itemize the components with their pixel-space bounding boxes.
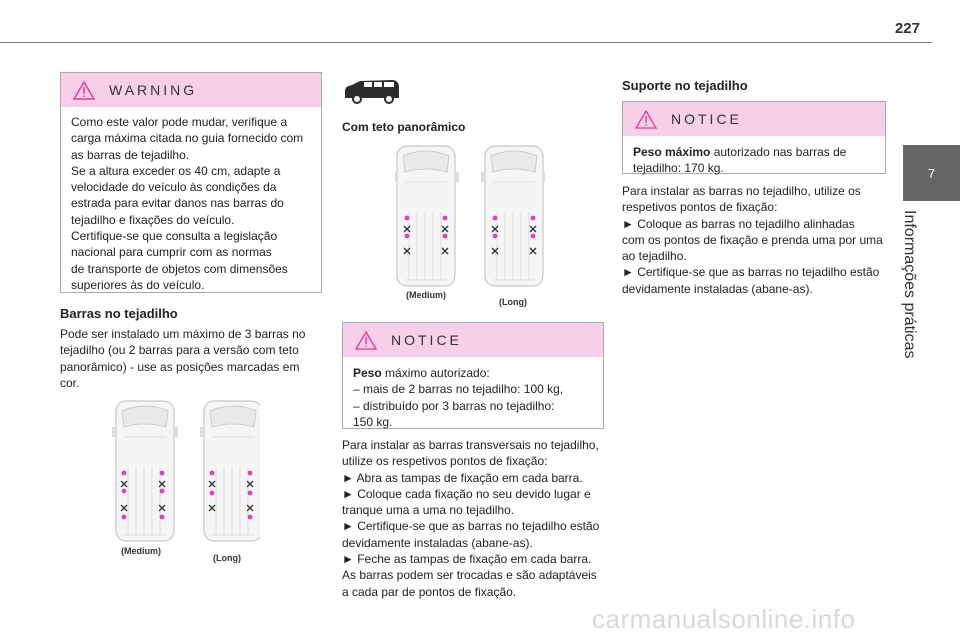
text-line: ► Coloque cada fixação no seu devido lugar e xyxy=(342,486,591,501)
chapter-title-text: Informações práticas xyxy=(901,210,918,359)
notice-line xyxy=(353,365,593,381)
text-line: Pode ser instalado um máximo de 3 barras no xyxy=(60,327,306,341)
notice-bold: Peso xyxy=(353,366,382,380)
warning-line: carga máxima citada no guia fornecido com xyxy=(71,131,304,146)
warning-line: nacional para cumprir com as normas xyxy=(71,245,272,260)
notice-header xyxy=(623,102,885,136)
text-line: tejadilho (ou 2 barras para a versão com teto xyxy=(60,343,299,358)
chapter-tab[interactable] xyxy=(903,145,960,201)
warning-line: velocidade do veículo às condições da xyxy=(71,180,277,195)
text-line: ► Coloque as barras no tejadilho alinhadas xyxy=(622,216,855,231)
warning-line: as barras de tejadilho. xyxy=(71,147,190,162)
rack-instructions xyxy=(622,183,892,297)
notice-title: NOTICE xyxy=(391,332,462,348)
warning-title: WARNING xyxy=(109,82,198,98)
text-line: Para instalar as barras transversais no tejadilho, xyxy=(342,438,599,452)
warning-icon xyxy=(73,81,95,100)
notice-line: – mais de 2 barras no tejadilho: 100 kg, xyxy=(353,382,564,397)
notice-header xyxy=(343,323,603,357)
notice-line: – distribuído por 3 barras no tejadilho: xyxy=(353,398,555,413)
notice-title: NOTICE xyxy=(671,111,742,127)
caption-medium: (Medium) xyxy=(121,546,161,556)
notice-bold: Peso máximo xyxy=(633,145,711,159)
text-line: ► Abra as tampas de fixação em cada barra. xyxy=(342,470,583,485)
warning-line: de transporte de objetos com dimensões xyxy=(71,261,288,276)
install-instructions xyxy=(342,437,608,600)
warning-line: Como este valor pode mudar, verifique a xyxy=(71,115,288,129)
notice-rest: máximo autorizado: xyxy=(381,366,490,380)
notice-line: tejadilho: 170 kg. xyxy=(633,161,724,176)
text-line: com os pontos de fixação e prenda uma por uma xyxy=(622,232,883,247)
notice-body xyxy=(623,136,885,185)
notice-rest: autorizado nas barras de xyxy=(710,145,847,159)
notice-box-rack xyxy=(622,101,886,174)
notice-icon xyxy=(635,110,657,129)
caption-long: (Long) xyxy=(213,553,241,563)
text-line: devidamente instaladas (abane-as). xyxy=(622,281,813,296)
text-line: respetivos pontos de fixação: xyxy=(622,200,778,215)
chapter-number: 7 xyxy=(927,165,936,181)
notice-box-weight xyxy=(342,322,604,429)
warning-line: superiores às do veículo. xyxy=(71,277,205,292)
roof-bars-text xyxy=(60,326,322,391)
text-line: panorâmico) - use as posições marcadas em xyxy=(60,359,300,374)
chapter-title xyxy=(898,210,930,430)
text-line: As barras podem ser trocadas e são adaptáveis xyxy=(342,568,597,583)
text-line: ► Certifique-se que as barras no tejadilho estão xyxy=(622,265,880,280)
notice-line xyxy=(633,144,875,160)
roof-rack-heading: Suporte no tejadilho xyxy=(622,78,748,93)
header-rule xyxy=(0,42,932,43)
text-line: devidamente instaladas (abane-as). xyxy=(342,535,533,550)
caption-medium-panoramic: (Medium) xyxy=(406,290,446,300)
page-number: 227 xyxy=(894,20,920,37)
text-line: cor. xyxy=(60,375,80,390)
warning-line: Certifique-se que consulta a legislação xyxy=(71,229,278,244)
text-line: a cada par de pontos de fixação. xyxy=(342,584,517,599)
watermark: carmanualsonline.info xyxy=(592,604,856,634)
text-line: ► Certifique-se que as barras no tejadilho estão xyxy=(342,519,600,534)
warning-line: tejadilho e fixações do veículo. xyxy=(71,212,235,227)
text-line: utilize os respetivos pontos de fixação: xyxy=(342,454,548,469)
warning-header xyxy=(61,73,321,107)
notice-body xyxy=(343,357,603,438)
notice-icon xyxy=(355,331,377,350)
text-line: ► Feche as tampas de fixação em cada barra. xyxy=(342,552,592,567)
van-side-icon xyxy=(342,78,402,106)
roof-bars-heading: Barras no tejadilho xyxy=(60,306,178,321)
text-line: ao tejadilho. xyxy=(622,249,687,264)
text-line: tranque uma a uma no tejadilho. xyxy=(342,503,515,518)
warning-line: estrada para evitar danos nas barras do xyxy=(71,196,284,211)
panoramic-heading: Com teto panorâmico xyxy=(342,120,466,134)
text-line: Para instalar as barras no tejadilho, utilize os xyxy=(622,184,861,198)
warning-box xyxy=(60,72,322,293)
warning-line: Se a altura exceder os 40 cm, adapte a xyxy=(71,163,281,178)
van-roof-diagram-panoramic xyxy=(395,140,545,308)
caption-long-panoramic: (Long) xyxy=(499,297,527,307)
van-roof-diagram-standard xyxy=(110,395,260,563)
notice-line: 150 kg. xyxy=(353,414,393,429)
warning-body xyxy=(61,107,321,301)
